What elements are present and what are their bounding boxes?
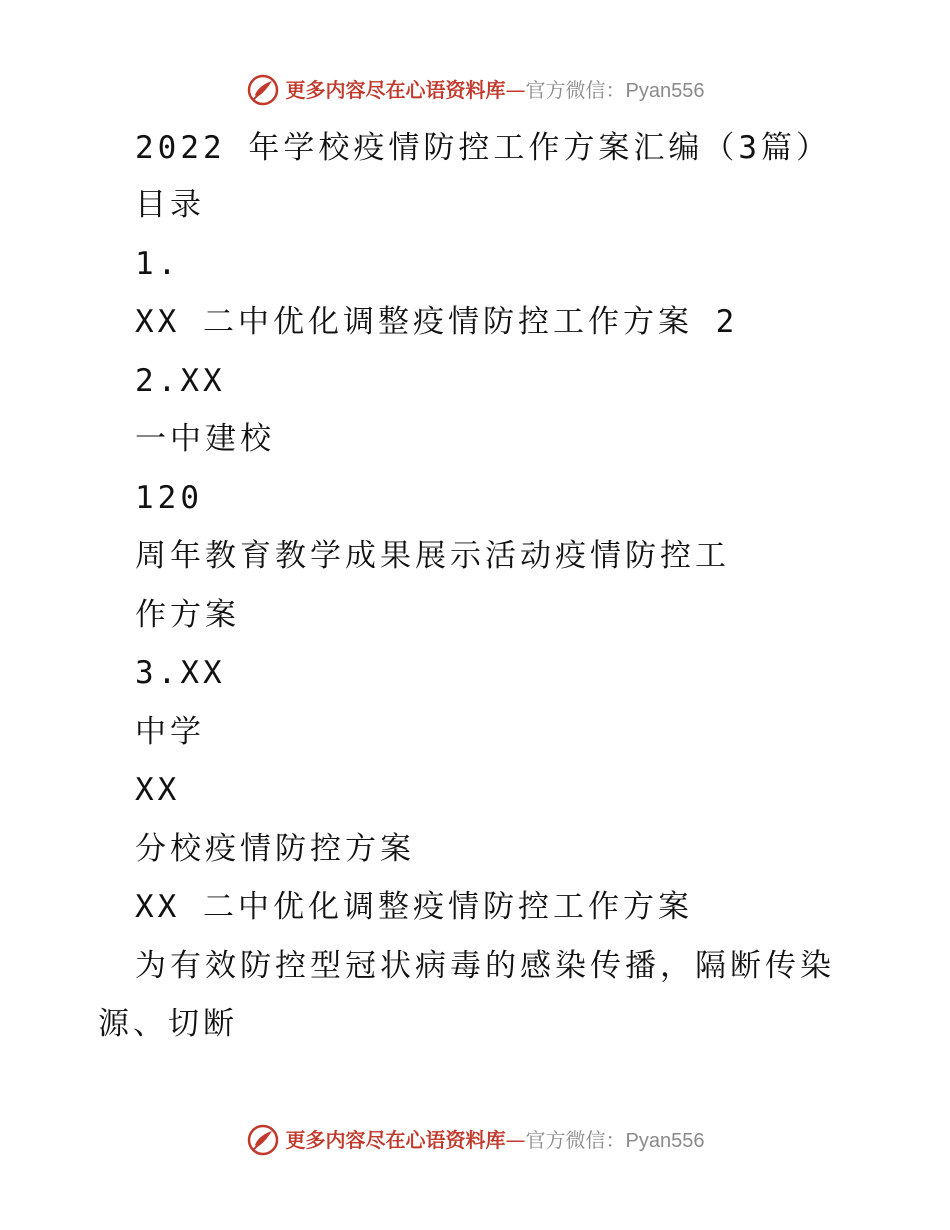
toc-item-3-text: XX — [135, 772, 181, 808]
watermark-dash: — — [505, 77, 526, 102]
watermark-main-text: 更多内容尽在心语资料库 — [285, 77, 506, 102]
toc-item-2-text: 周年教育教学成果展示活动疫情防控工 — [135, 538, 730, 574]
lotus-pen-logo-icon — [246, 73, 280, 107]
watermark-main-text: 更多内容尽在心语资料库 — [285, 1127, 506, 1152]
section-heading: XX 二中优化调整疫情防控工作方案 — [135, 889, 693, 925]
paragraph-line: 源、切断 — [98, 1006, 238, 1042]
toc-item-3-number: 3.XX — [135, 655, 226, 691]
watermark-label: 官方微信： — [525, 77, 626, 102]
paragraph-line: 为有效防控型冠状病毒的感染传播，隔断传染 — [135, 948, 835, 984]
toc-item-2-number: 2.XX — [135, 363, 226, 399]
watermark-footer — [0, 1120, 950, 1160]
watermark-dash: — — [505, 1127, 526, 1152]
document-title: 2022 年学校疫情防控工作方案汇编（3篇） — [135, 130, 831, 166]
toc-item-2-text: 作方案 — [135, 597, 240, 633]
watermark-account: Pyan556 — [625, 79, 705, 102]
watermark-text — [285, 1127, 705, 1152]
watermark-header — [0, 70, 950, 110]
toc-item-3-text: 中学 — [135, 714, 205, 750]
toc-item-2-text: 120 — [135, 480, 203, 516]
watermark-text — [285, 77, 705, 102]
lotus-pen-logo-icon — [246, 1123, 280, 1157]
toc-item-1-number: 1. — [135, 246, 181, 282]
toc-heading: 目录 — [135, 187, 205, 223]
toc-item-3-text: 分校疫情防控方案 — [135, 831, 415, 867]
watermark-account: Pyan556 — [625, 1129, 705, 1152]
toc-item-1-title: XX 二中优化调整疫情防控工作方案 2 — [135, 304, 739, 340]
toc-item-2-text: 一中建校 — [135, 421, 275, 457]
watermark-label: 官方微信： — [525, 1127, 626, 1152]
